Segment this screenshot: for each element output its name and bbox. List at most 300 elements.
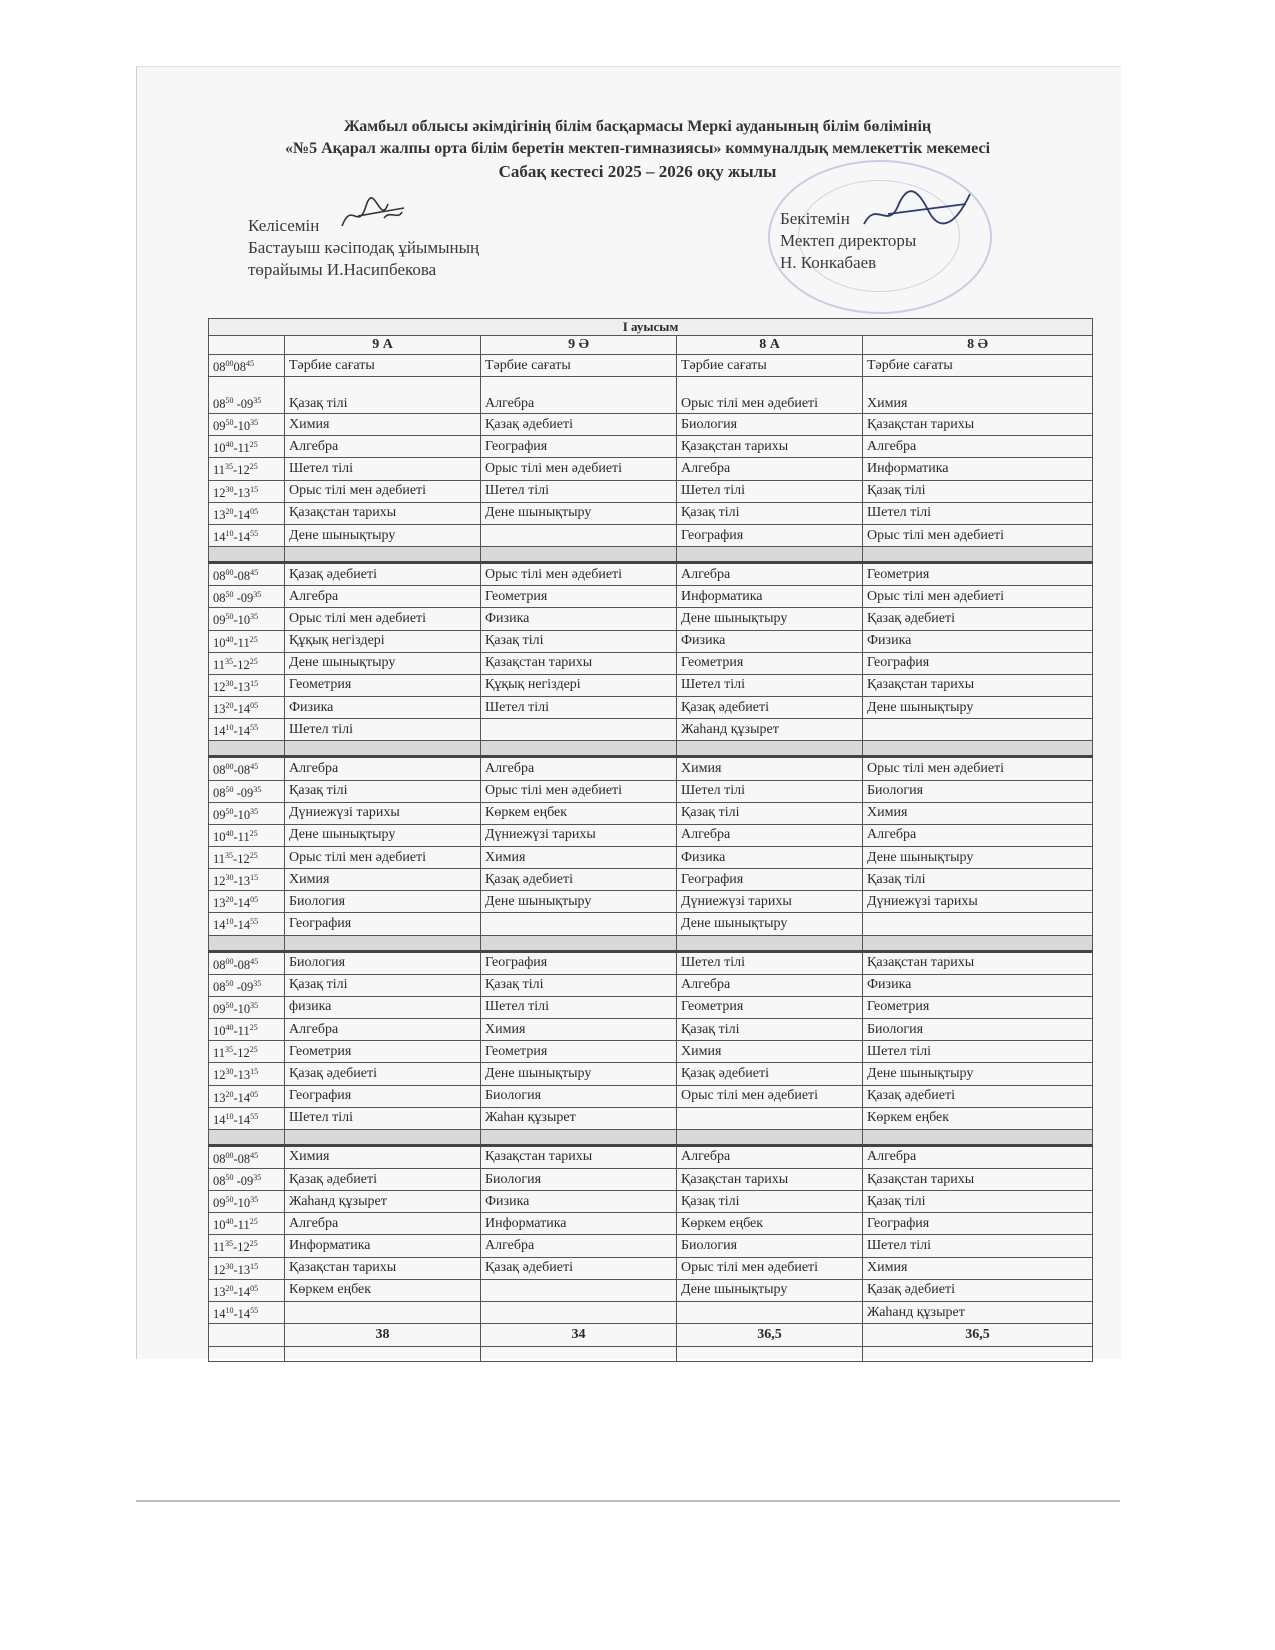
subject-cell: География xyxy=(481,436,677,458)
subject-cell: Орыс тілі мен әдебиеті xyxy=(863,586,1093,608)
lesson-row xyxy=(209,1085,1093,1107)
time-minutes: 55 xyxy=(250,528,259,538)
lesson-row xyxy=(209,480,1093,502)
lesson-time xyxy=(209,586,285,608)
lesson-row xyxy=(209,436,1093,458)
subject-cell: Қазақ әдебиеті xyxy=(481,414,677,436)
approved-label: Бекітемін xyxy=(780,209,850,228)
time-minutes: 35 xyxy=(253,590,262,600)
totals-row xyxy=(209,1324,1093,1347)
separator-cell xyxy=(481,935,677,951)
subject-cell: Шетел тілі xyxy=(677,674,863,696)
subject-cell: Қазақстан тарихы xyxy=(863,414,1093,436)
time-hour: -14 xyxy=(233,702,251,717)
time-hour: 12 xyxy=(213,485,226,500)
time-minutes: 50 xyxy=(225,978,234,988)
subject-cell: Құқық негіздері xyxy=(481,674,677,696)
time-minutes: 35 xyxy=(250,418,259,428)
lesson-time xyxy=(209,757,285,780)
time-hour: -09 xyxy=(233,785,254,800)
time-hour: -08 xyxy=(233,1152,251,1166)
subject-cell: Шетел тілі xyxy=(863,502,1093,524)
subject-cell: Шетел тілі xyxy=(285,1107,481,1129)
time-minutes: 00 xyxy=(225,956,234,966)
time-minutes: 25 xyxy=(249,850,258,860)
day-separator xyxy=(209,547,1093,563)
schedule-table xyxy=(208,318,1093,1362)
time-hour: -14 xyxy=(233,1307,251,1322)
total-hours: 36,5 xyxy=(863,1324,1093,1347)
subject-cell: Дене шынықтыру xyxy=(481,502,677,524)
lesson-time xyxy=(209,697,285,719)
subject-cell: Жаһанд құзырет xyxy=(677,719,863,741)
subject-cell: Тәрбие сағаты xyxy=(863,355,1093,377)
lesson-time xyxy=(209,436,285,458)
lesson-row xyxy=(209,458,1093,480)
time-hour: -11 xyxy=(233,1024,250,1039)
time-minutes: 10 xyxy=(225,1305,234,1315)
lesson-time xyxy=(209,824,285,846)
subject-cell xyxy=(285,1301,481,1323)
separator-cell xyxy=(481,1129,677,1145)
time-hour: 08 xyxy=(213,1152,226,1166)
subject-cell: Дене шынықтыру xyxy=(285,524,481,546)
lesson-time xyxy=(209,974,285,996)
subject-cell: Физика xyxy=(481,1191,677,1213)
time-hour: -14 xyxy=(233,918,251,933)
lesson-row xyxy=(209,1063,1093,1085)
subject-cell: Қазақ тілі xyxy=(677,502,863,524)
lesson-time xyxy=(209,1085,285,1107)
subject-cell: Орыс тілі мен әдебиеті xyxy=(481,458,677,480)
approved-signature xyxy=(858,180,978,240)
subject-cell: Алгебра xyxy=(677,974,863,996)
subject-cell: Қазақ әдебиеті xyxy=(481,869,677,891)
subject-cell: Алгебра xyxy=(677,1145,863,1168)
empty-cell xyxy=(677,1347,863,1362)
time-minutes: 50 xyxy=(225,418,234,428)
header-line-1: Жамбыл облысы әкімдігінің білім басқармасы Меркі ауданының білім бөлімінің xyxy=(343,118,932,135)
subject-cell: Дене шынықтыру xyxy=(863,1063,1093,1085)
subject-cell xyxy=(481,1301,677,1323)
separator-cell xyxy=(677,935,863,951)
subject-cell: Дене шынықтыру xyxy=(677,913,863,935)
time-hour: 14 xyxy=(213,1307,226,1322)
schedule-title: Сабақ кестесі 2025 – 2026 оқу жылы xyxy=(498,162,777,181)
separator-cell xyxy=(285,935,481,951)
subject-cell: Химия xyxy=(863,1257,1093,1279)
time-minutes: 05 xyxy=(250,1283,259,1293)
subject-cell: Қазақ әдебиеті xyxy=(863,1085,1093,1107)
separator-cell xyxy=(481,547,677,563)
subject-cell: Химия xyxy=(285,869,481,891)
time-hour: -14 xyxy=(233,1284,251,1299)
time-minutes: 25 xyxy=(249,1045,258,1055)
subject-cell: Физика xyxy=(285,697,481,719)
totals-label-cell xyxy=(209,1324,285,1347)
separator-cell xyxy=(285,547,481,563)
time-hour: 09 xyxy=(213,419,226,434)
subject-cell: Дене шынықтыру xyxy=(481,891,677,913)
lesson-time xyxy=(209,1279,285,1301)
class-header: 8 Ә xyxy=(863,336,1093,355)
time-hour: 11 xyxy=(213,463,226,478)
lesson-time xyxy=(209,355,285,377)
time-minutes: 00 xyxy=(225,359,234,368)
time-minutes: 35 xyxy=(225,656,234,666)
class-header: 8 А xyxy=(677,336,863,355)
subject-cell: Алгебра xyxy=(285,586,481,608)
time-minutes: 50 xyxy=(225,1195,234,1205)
subject-cell: Қазақ әдебиеті xyxy=(285,1063,481,1085)
time-minutes: 25 xyxy=(249,828,258,838)
subject-cell: Қазақ тілі xyxy=(677,802,863,824)
subject-cell: Физика xyxy=(677,630,863,652)
subject-cell: Алгебра xyxy=(285,1213,481,1235)
subject-cell xyxy=(863,913,1093,935)
subject-cell: Дене шынықтыру xyxy=(863,846,1093,868)
time-hour: 13 xyxy=(213,702,226,717)
approved-position: Мектеп директоры xyxy=(780,231,917,250)
subject-cell: Физика xyxy=(677,846,863,868)
subject-cell: Биология xyxy=(481,1169,677,1191)
lesson-time xyxy=(209,869,285,891)
time-minutes: 45 xyxy=(250,762,259,772)
time-hour: 14 xyxy=(213,1112,226,1127)
lesson-time xyxy=(209,1257,285,1279)
subject-cell: Қазақ тілі xyxy=(863,480,1093,502)
time-minutes: 30 xyxy=(225,873,234,883)
time-hour: 11 xyxy=(213,1240,226,1255)
time-hour: -14 xyxy=(233,724,251,739)
time-hour: -10 xyxy=(233,807,251,822)
time-minutes: 15 xyxy=(250,484,259,494)
time-hour: -14 xyxy=(233,507,251,522)
lesson-time xyxy=(209,1019,285,1041)
subject-cell: Қазақстан тарихы xyxy=(677,1169,863,1191)
approved-person: Н. Конкабаев xyxy=(780,253,877,272)
time-minutes: 50 xyxy=(225,1000,234,1010)
time-hour: 12 xyxy=(213,680,226,695)
subject-cell: Қазақстан тарихы xyxy=(285,502,481,524)
lesson-row xyxy=(209,697,1093,719)
subject-cell: Шетел тілі xyxy=(677,780,863,802)
subject-cell: Жаһан құзырет xyxy=(481,1107,677,1129)
time-minutes: 35 xyxy=(250,612,259,622)
subject-cell: Қазақ әдебиеті xyxy=(863,608,1093,630)
subject-cell xyxy=(481,1279,677,1301)
time-minutes: 35 xyxy=(225,462,234,472)
time-minutes: 30 xyxy=(225,1067,234,1077)
subject-cell: Қазақ әдебиеті xyxy=(677,1063,863,1085)
time-hour: -14 xyxy=(233,1090,251,1105)
subject-cell: Биология xyxy=(677,414,863,436)
lesson-time xyxy=(209,996,285,1018)
time-hour: -10 xyxy=(233,1196,251,1211)
time-hour: 08 xyxy=(213,1174,226,1189)
subject-cell: География xyxy=(863,652,1093,674)
separator-cell xyxy=(863,547,1093,563)
subject-cell: Қазақстан тарихы xyxy=(677,436,863,458)
time-minutes: 10 xyxy=(225,917,234,927)
time-hour: 10 xyxy=(213,1024,226,1039)
subject-cell: География xyxy=(677,869,863,891)
time-hour: -12 xyxy=(233,1046,250,1061)
lesson-row xyxy=(209,719,1093,741)
lesson-time xyxy=(209,1041,285,1063)
time-hour: 09 xyxy=(213,1002,226,1017)
lesson-row xyxy=(209,869,1093,891)
lesson-time xyxy=(209,1191,285,1213)
total-hours: 36,5 xyxy=(677,1324,863,1347)
time-hour: 13 xyxy=(213,1284,226,1299)
time-minutes: 35 xyxy=(250,1195,259,1205)
lesson-row xyxy=(209,757,1093,780)
separator-cell xyxy=(677,547,863,563)
time-minutes: 00 xyxy=(225,1150,234,1160)
lesson-time xyxy=(209,458,285,480)
time-hour: -08 xyxy=(233,763,251,778)
time-minutes: 15 xyxy=(250,873,259,883)
lesson-row xyxy=(209,891,1093,913)
empty-cell xyxy=(285,1347,481,1362)
subject-cell: Геометрия xyxy=(677,996,863,1018)
class-header: 9 Ә xyxy=(481,336,677,355)
subject-cell: География xyxy=(863,1213,1093,1235)
time-minutes: 05 xyxy=(250,701,259,711)
time-hour: 09 xyxy=(213,613,226,628)
time-hour: -13 xyxy=(233,1068,251,1083)
subject-cell: Дене шынықтыру xyxy=(677,1279,863,1301)
lesson-row xyxy=(209,780,1093,802)
time-hour: -14 xyxy=(233,530,251,545)
subject-cell: География xyxy=(481,951,677,974)
time-hour: -14 xyxy=(233,1112,251,1127)
subject-cell: Биология xyxy=(285,891,481,913)
subject-cell xyxy=(677,1301,863,1323)
subject-cell: Биология xyxy=(285,951,481,974)
time-hour: 11 xyxy=(213,657,226,672)
time-minutes: 40 xyxy=(225,1023,234,1033)
time-minutes: 50 xyxy=(225,806,234,816)
subject-cell: Қазақ тілі xyxy=(285,974,481,996)
time-minutes: 45 xyxy=(250,956,259,966)
subject-cell: Қазақ әдебиеті xyxy=(285,563,481,586)
subject-cell: Орыс тілі мен әдебиеті xyxy=(863,757,1093,780)
lesson-time xyxy=(209,414,285,436)
subject-cell: Химия xyxy=(481,1019,677,1041)
lesson-time xyxy=(209,563,285,586)
time-hour: -11 xyxy=(233,635,250,650)
subject-cell: Алгебра xyxy=(677,824,863,846)
subject-cell: Химия xyxy=(481,846,677,868)
subject-cell: Биология xyxy=(863,1019,1093,1041)
subject-cell: Қазақ тілі xyxy=(285,780,481,802)
time-minutes: 45 xyxy=(250,1150,259,1160)
subject-cell: Химия xyxy=(285,1145,481,1168)
time-minutes: 35 xyxy=(250,1000,259,1010)
time-hour: 13 xyxy=(213,896,226,911)
time-hour: 08 xyxy=(213,957,226,972)
agreed-label: Келісемін xyxy=(248,216,320,235)
subject-cell: Алгебра xyxy=(863,436,1093,458)
lesson-row xyxy=(209,563,1093,586)
lesson-row xyxy=(209,824,1093,846)
time-hour: 13 xyxy=(213,507,226,522)
time-hour: 08 xyxy=(213,763,226,778)
time-minutes: 05 xyxy=(250,506,259,516)
day-separator xyxy=(209,1129,1093,1145)
subject-cell: Алгебра xyxy=(677,563,863,586)
time-minutes: 10 xyxy=(225,1111,234,1121)
separator-cell xyxy=(209,547,285,563)
subject-cell: Алгебра xyxy=(863,824,1093,846)
subject-cell: Орыс тілі мен әдебиеті xyxy=(481,780,677,802)
lesson-time xyxy=(209,913,285,935)
lesson-time xyxy=(209,780,285,802)
subject-cell: Орыс тілі мен әдебиеті xyxy=(677,377,863,414)
time-hour: -09 xyxy=(233,1174,254,1189)
total-hours: 34 xyxy=(481,1324,677,1347)
day-separator xyxy=(209,935,1093,951)
time-hour: 14 xyxy=(213,724,226,739)
time-minutes: 50 xyxy=(225,612,234,622)
subject-cell: Шетел тілі xyxy=(863,1235,1093,1257)
lesson-row xyxy=(209,996,1093,1018)
subject-cell: Информатика xyxy=(677,586,863,608)
time-hour: -13 xyxy=(233,485,251,500)
subject-cell: Физика xyxy=(863,974,1093,996)
separator-cell xyxy=(863,935,1093,951)
subject-cell: Жаһанд құзырет xyxy=(285,1191,481,1213)
time-minutes: 20 xyxy=(225,701,234,711)
lesson-row xyxy=(209,974,1093,996)
lesson-time xyxy=(209,802,285,824)
subject-cell: Информатика xyxy=(863,458,1093,480)
subject-cell: Қазақстан тарихы xyxy=(481,652,677,674)
time-hour: -08 xyxy=(233,957,251,972)
subject-cell: Биология xyxy=(481,1085,677,1107)
subject-cell: Шетел тілі xyxy=(863,1041,1093,1063)
subject-cell: Көркем еңбек xyxy=(285,1279,481,1301)
time-minutes: 45 xyxy=(250,568,259,578)
time-hour: 10 xyxy=(213,829,226,844)
lesson-time xyxy=(209,891,285,913)
lesson-row xyxy=(209,674,1093,696)
time-minutes: 20 xyxy=(225,895,234,905)
subject-cell: Физика xyxy=(863,630,1093,652)
subject-cell: Қазақ тілі xyxy=(481,974,677,996)
separator-cell xyxy=(209,741,285,757)
time-minutes: 25 xyxy=(249,440,258,450)
time-hour: 14 xyxy=(213,918,226,933)
time-hour: -12 xyxy=(233,1240,250,1255)
subject-cell: Көркем еңбек xyxy=(481,802,677,824)
subject-cell xyxy=(481,719,677,741)
lesson-time xyxy=(209,524,285,546)
time-minutes: 20 xyxy=(225,1089,234,1099)
time-minutes: 55 xyxy=(250,917,259,927)
subject-cell: Геометрия xyxy=(863,996,1093,1018)
subject-cell: Тәрбие сағаты xyxy=(481,355,677,377)
time-hour: 08 xyxy=(213,591,226,606)
separator-cell xyxy=(863,1129,1093,1145)
subject-cell: Дене шынықтыру xyxy=(285,824,481,846)
time-minutes: 30 xyxy=(225,678,234,688)
time-hour: -11 xyxy=(233,441,250,456)
lesson-row xyxy=(209,1107,1093,1129)
time-hour: -09 xyxy=(233,591,254,606)
subject-cell: Тәрбие сағаты xyxy=(285,355,481,377)
time-hour: 09 xyxy=(213,1196,226,1211)
subject-cell: Дүниежүзі тарихы xyxy=(863,891,1093,913)
time-minutes: 00 xyxy=(225,762,234,772)
subject-cell: Шетел тілі xyxy=(285,719,481,741)
subject-cell: Қазақ тілі xyxy=(481,630,677,652)
time-minutes: 25 xyxy=(249,656,258,666)
subject-cell: Тәрбие сағаты xyxy=(677,355,863,377)
time-minutes: 35 xyxy=(225,1239,234,1249)
time-minutes: 45 xyxy=(246,359,254,368)
subject-cell: Дүниежүзі тарихы xyxy=(285,802,481,824)
time-minutes: 40 xyxy=(225,1217,234,1227)
time-hour: -13 xyxy=(233,874,251,889)
subject-cell: Орыс тілі мен әдебиеті xyxy=(677,1085,863,1107)
subject-cell xyxy=(481,913,677,935)
lesson-row xyxy=(209,608,1093,630)
lesson-row xyxy=(209,1279,1093,1301)
lesson-time xyxy=(209,480,285,502)
lesson-time xyxy=(209,1169,285,1191)
lesson-time xyxy=(209,1107,285,1129)
subject-cell: Химия xyxy=(677,757,863,780)
class-header: 9 А xyxy=(285,336,481,355)
lesson-time xyxy=(209,951,285,974)
time-hour: -12 xyxy=(233,852,250,867)
time-minutes: 35 xyxy=(253,396,262,405)
time-hour: -08 xyxy=(233,569,251,584)
subject-cell: Шетел тілі xyxy=(481,480,677,502)
time-hour: -14 xyxy=(233,896,251,911)
time-hour: -09 xyxy=(233,979,254,994)
subject-cell: Дене шынықтыру xyxy=(863,697,1093,719)
subject-cell: физика xyxy=(285,996,481,1018)
subject-cell: Химия xyxy=(863,802,1093,824)
agreed-signature xyxy=(338,196,408,236)
time-hour: -10 xyxy=(233,1002,251,1017)
time-minutes: 20 xyxy=(225,1283,234,1293)
time-minutes: 50 xyxy=(225,590,234,600)
subject-cell: Геометрия xyxy=(863,563,1093,586)
subject-cell: Орыс тілі мен әдебиеті xyxy=(285,480,481,502)
subject-cell: Қазақ тілі xyxy=(285,377,481,414)
time-minutes: 40 xyxy=(225,828,234,838)
lesson-time xyxy=(209,652,285,674)
lesson-row xyxy=(209,1257,1093,1279)
subject-cell: Қазақстан тарихы xyxy=(863,951,1093,974)
time-minutes: 50 xyxy=(225,396,234,405)
subject-cell: Қазақстан тарихы xyxy=(481,1145,677,1168)
time-minutes: 40 xyxy=(225,440,234,450)
subject-cell: Геометрия xyxy=(285,1041,481,1063)
subject-cell: Алгебра xyxy=(677,458,863,480)
time-hour: 10 xyxy=(213,1218,226,1233)
time-minutes: 20 xyxy=(225,506,234,516)
subject-cell: Орыс тілі мен әдебиеті xyxy=(481,563,677,586)
time-minutes: 15 xyxy=(250,1261,259,1271)
subject-cell: Алгебра xyxy=(285,436,481,458)
time-hour: 08 xyxy=(213,785,226,800)
